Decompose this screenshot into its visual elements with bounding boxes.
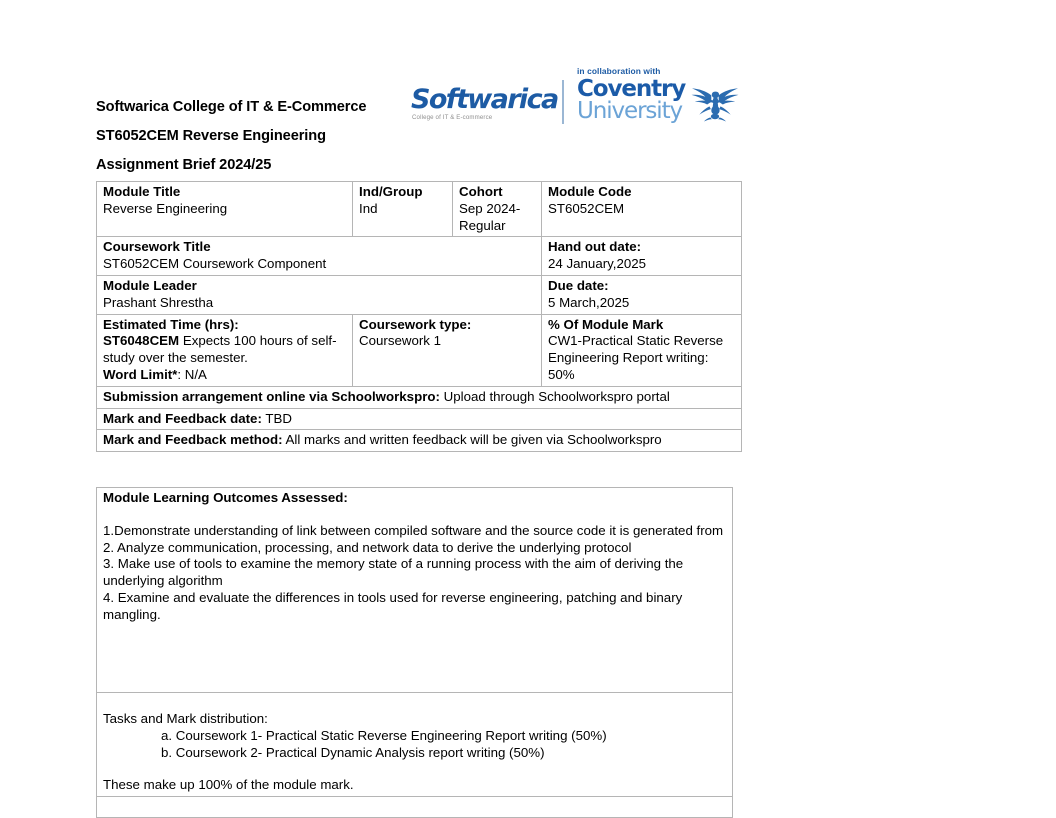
- due-date-label: Due date:: [548, 277, 609, 293]
- cell-module-title: [97, 182, 353, 237]
- estimated-time-module-code: ST6048CEM: [103, 333, 180, 349]
- feedback-date-label: Mark and Feedback date:: [103, 410, 262, 426]
- table-row: [97, 430, 742, 452]
- due-date-value: 5 March,2025: [548, 294, 630, 310]
- module-mark-label: % Of Module Mark: [548, 316, 664, 332]
- cell-tasks-mark-distribution: [97, 693, 733, 797]
- tasks-top-spacer: [103, 695, 727, 711]
- estimated-time-text: [103, 333, 347, 367]
- estimated-time-label: Estimated Time (hrs):: [103, 316, 239, 332]
- coventry-word: Coventry: [577, 76, 686, 102]
- cell-cohort: [453, 182, 542, 237]
- module-leader-value: Prashant Shrestha: [103, 294, 214, 310]
- module-title-value: Reverse Engineering: [103, 200, 228, 216]
- module-code-value: ST6052CEM: [548, 200, 625, 216]
- assignment-info-table: [96, 181, 742, 452]
- outcome-item-1: 1.Demonstrate understanding of link between compiled software and the source code it is generated from: [103, 522, 724, 538]
- phoenix-bird-icon: [687, 76, 743, 122]
- word-limit-label: Word Limit*: [103, 366, 178, 382]
- table-row: [97, 314, 742, 386]
- cell-module-code: [542, 182, 742, 237]
- table-row: [97, 693, 733, 797]
- table-row: [97, 797, 733, 818]
- submission-label: Submission arrangement online via Schoolworkspro:: [103, 388, 440, 404]
- tasks-total: These make up 100% of the module mark.: [103, 777, 354, 793]
- coursework-type-label: Coursework type:: [359, 316, 472, 332]
- table-row: [97, 275, 742, 314]
- cell-coursework-title: [97, 237, 542, 276]
- feedback-method-value: All marks and written feedback will be given via Schoolworkspro: [282, 432, 662, 448]
- cell-due-date: [542, 275, 742, 314]
- cell-module-mark: [542, 314, 742, 386]
- ind-group-label: Ind/Group: [359, 184, 423, 199]
- estimated-time-value: Expects 100 hours of self-study over the semester.: [103, 333, 337, 366]
- cell-module-leader: [97, 275, 542, 314]
- cell-estimated-time: [97, 314, 353, 386]
- task-item-b: b. Coursework 2- Practical Dynamic Analysis report writing (50%): [161, 744, 545, 760]
- outcome-item-3: 3. Make use of tools to examine the memory state of a running process with the aim of deriving the underlying algorithm: [103, 556, 684, 589]
- cell-coursework-type: [353, 314, 542, 386]
- cell-module-learning-outcomes: [97, 488, 733, 693]
- outcomes-spacer: [103, 507, 727, 523]
- ind-group-value: Ind: [359, 200, 378, 216]
- university-word: University: [577, 98, 683, 124]
- document-header: [96, 93, 416, 180]
- word-limit-text: [103, 367, 347, 384]
- feedback-date-value: TBD: [261, 410, 292, 426]
- module-title-label: Module Title: [103, 184, 181, 199]
- coventry-wordmark: [577, 76, 737, 124]
- tasks-mid-spacer: [103, 761, 727, 777]
- cell-hand-out-date: [542, 237, 742, 276]
- coursework-title-label: Coursework Title: [103, 239, 211, 255]
- college-name: Softwarica College of IT & E-Commerce: [96, 99, 367, 115]
- learning-outcomes-table: [96, 487, 733, 818]
- cell-feedback-date: [97, 408, 742, 430]
- table-row: [97, 386, 742, 408]
- table-row: [97, 488, 733, 693]
- logo-divider: [562, 80, 564, 124]
- task-item-a: a. Coursework 1- Practical Static Reverse Engineering Report writing (50%): [161, 727, 607, 743]
- cell-blank-row: [97, 797, 733, 818]
- cell-ind-group: [353, 182, 453, 237]
- tasks-heading: Tasks and Mark distribution:: [103, 711, 268, 726]
- module-mark-value: CW1-Practical Static Reverse Engineering Report writing: 50%: [548, 333, 724, 382]
- cell-submission-arrangement: [97, 386, 742, 408]
- outcome-item-2: 2. Analyze communication, processing, and network data to derive the underlying protocol: [103, 539, 632, 555]
- softwarica-wordmark: Softwarica: [411, 84, 558, 115]
- cohort-label: Cohort: [459, 184, 503, 199]
- hand-out-date-value: 24 January,2025: [548, 256, 647, 272]
- module-code-label: Module Code: [548, 184, 632, 199]
- word-limit-value: : N/A: [177, 366, 207, 382]
- coursework-title-value: ST6052CEM Coursework Component: [103, 256, 327, 272]
- table-row: [97, 237, 742, 276]
- outcomes-heading: Module Learning Outcomes Assessed:: [103, 490, 348, 505]
- module-leader-label: Module Leader: [103, 277, 197, 293]
- assignment-brief-heading: Assignment Brief 2024/25: [96, 157, 272, 173]
- hand-out-date-label: Hand out date:: [548, 239, 642, 255]
- coursework-type-value: Coursework 1: [359, 333, 442, 349]
- softwarica-logo: [411, 84, 558, 121]
- table-row: [97, 182, 742, 237]
- softwarica-tagline: College of IT & E-commerce: [412, 114, 493, 121]
- cohort-value: Sep 2024-Regular: [459, 200, 521, 233]
- feedback-method-label: Mark and Feedback method:: [103, 432, 283, 448]
- collaboration-label: in collaboration with: [577, 66, 661, 76]
- table-row: [97, 408, 742, 430]
- submission-value: Upload through Schoolworkspro portal: [439, 388, 670, 404]
- outcome-item-4: 4. Examine and evaluate the differences in tools used for reverse engineering, patching and binary mangling.: [103, 589, 683, 622]
- cell-feedback-method: [97, 430, 742, 452]
- logo-group: [411, 66, 731, 132]
- coventry-university-logo: [577, 66, 737, 123]
- module-heading: ST6052CEM Reverse Engineering: [96, 128, 326, 144]
